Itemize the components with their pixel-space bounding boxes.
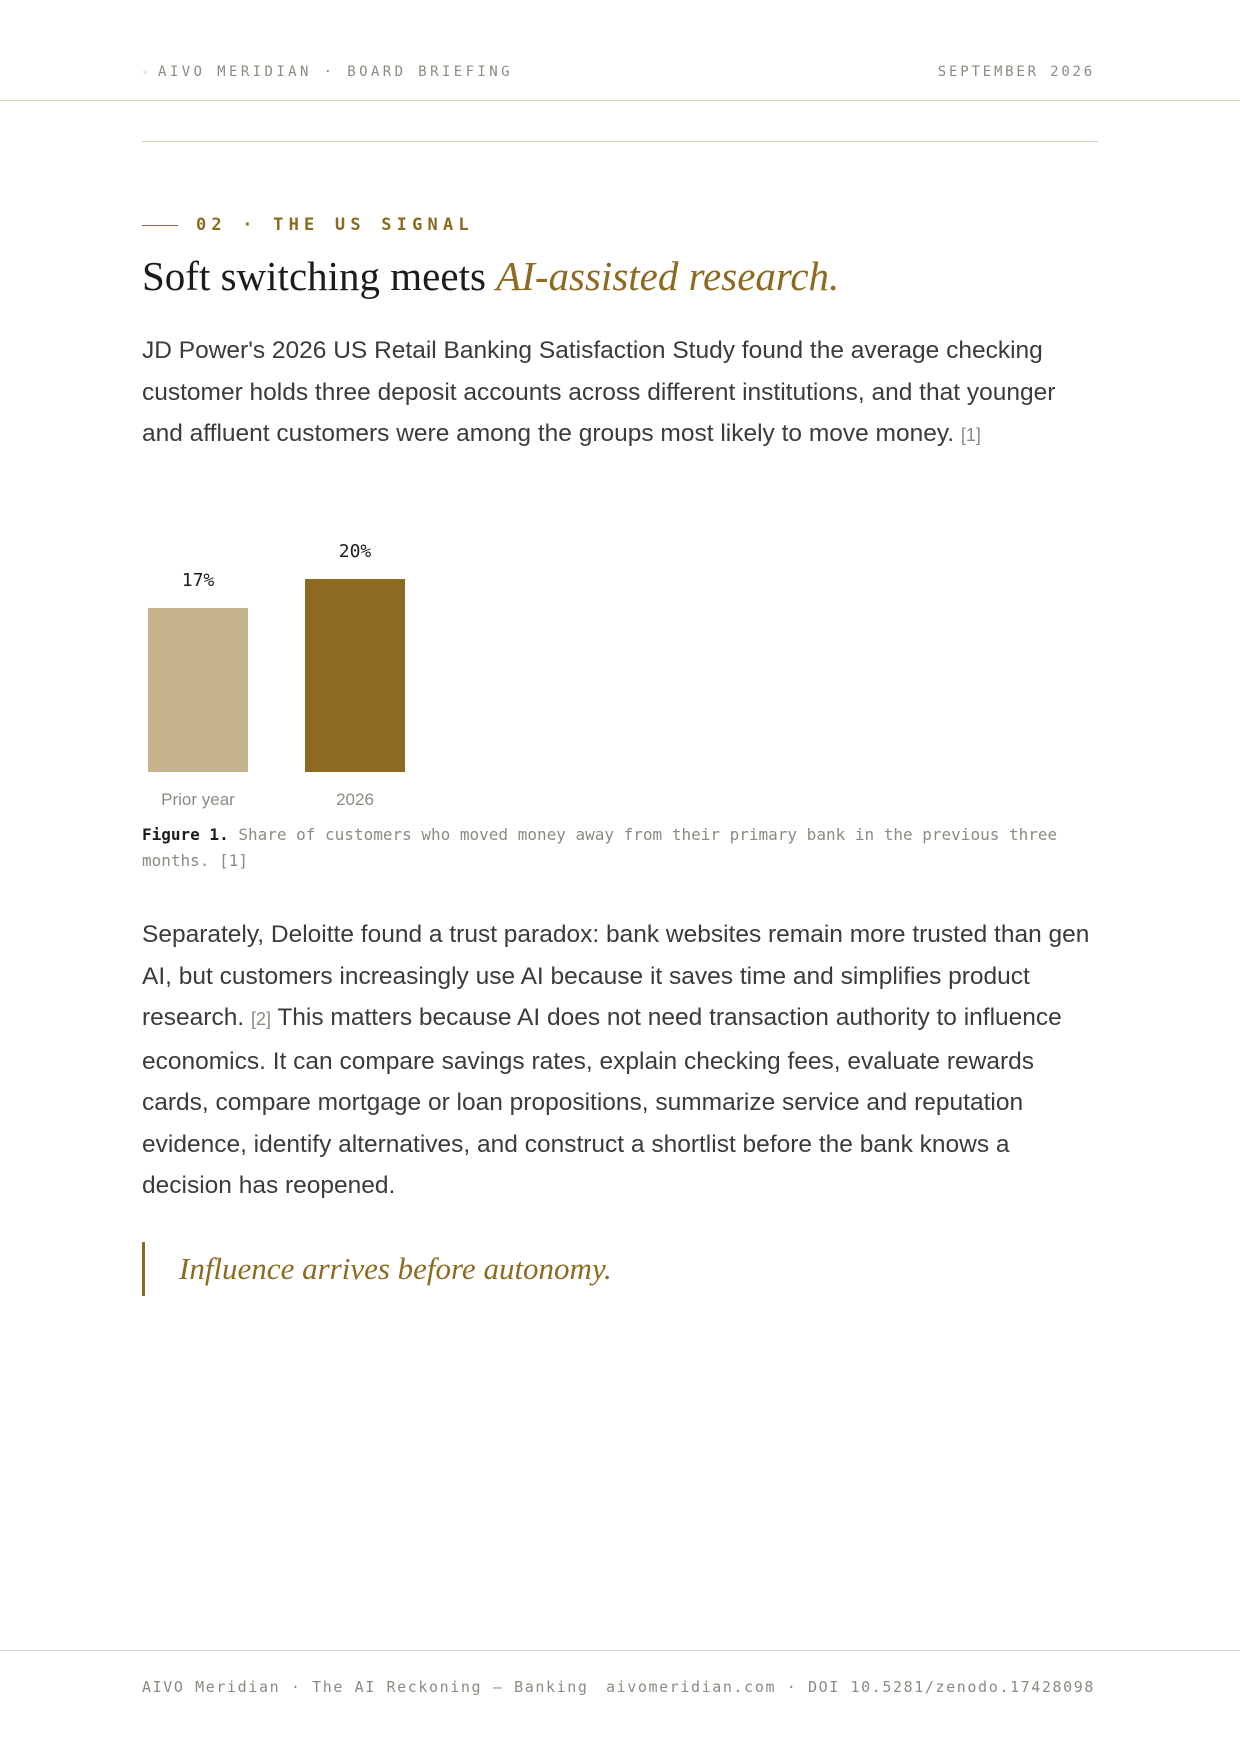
- paragraph-1-text: JD Power's 2026 US Retail Banking Satisfaction Study found the average checking customer holds three deposit accounts across different institutions, and that younger and affluent customers were among the groups most likely to move money.: [142, 337, 1056, 447]
- bullet-dot-icon: ◦: [142, 66, 153, 79]
- body-paragraph-2: [142, 914, 1102, 1207]
- figure-caption: [142, 822, 1072, 874]
- publication-name: AIVO MERIDIAN · BOARD BRIEFING: [158, 64, 513, 80]
- issue-date: SEPTEMBER 2026: [937, 64, 1095, 80]
- bar-value-label: 20%: [338, 541, 372, 562]
- section-title-plain: Soft switching meets: [142, 253, 497, 299]
- figure-caption-text: Share of customers who moved money away from their primary bank in the previous three months. [1]: [142, 825, 1058, 870]
- bar-value-label: 17%: [181, 569, 215, 591]
- figure-label: Figure 1.: [142, 825, 229, 844]
- publication-label: [142, 64, 513, 80]
- section-title: [142, 252, 839, 300]
- category-label: Prior year: [161, 790, 235, 809]
- footer-title: AIVO Meridian · The AI Reckoning — Banking: [142, 1678, 589, 1696]
- section-title-accent: AI-assisted research.: [496, 253, 840, 299]
- pull-quote: [142, 1242, 612, 1296]
- bar-chart: [142, 530, 442, 815]
- eyebrow-rule: [142, 225, 178, 226]
- section-label: 02 · THE US SIGNAL: [196, 215, 474, 235]
- page-footer: [0, 1650, 1240, 1755]
- paragraph-2-text-a: Separately, Deloitte found a trust paradox: bank websites remain more trusted than gen AI, but customers increasingly use AI because it saves time and simplifies product research.: [142, 921, 1090, 1031]
- citation-link-2[interactable]: [2]: [250, 1009, 271, 1029]
- paragraph-2-text-b: This matters because AI does not need transaction authority to influence economics. It can compare savings rates, explain checking fees, evaluate rewards cards, compare mortgage or loan propositions, summarize service and reputation evidence, identify alternatives, and construct a shortlist before the bank knows a decision has reopened.: [142, 1004, 1062, 1199]
- citation-link-1[interactable]: [1]: [960, 425, 981, 445]
- pull-quote-text: Influence arrives before autonomy.: [179, 1251, 612, 1286]
- section-eyebrow: [142, 214, 474, 236]
- top-divider: [142, 141, 1098, 142]
- bar-prior-year: [148, 608, 248, 772]
- category-label: 2026: [336, 790, 374, 809]
- footer-link[interactable]: aivomeridian.com · DOI 10.5281/zenodo.17428098: [605, 1678, 1095, 1696]
- page-header: [0, 0, 1240, 101]
- bar-2026: [305, 579, 405, 772]
- body-paragraph-1: [142, 330, 1102, 457]
